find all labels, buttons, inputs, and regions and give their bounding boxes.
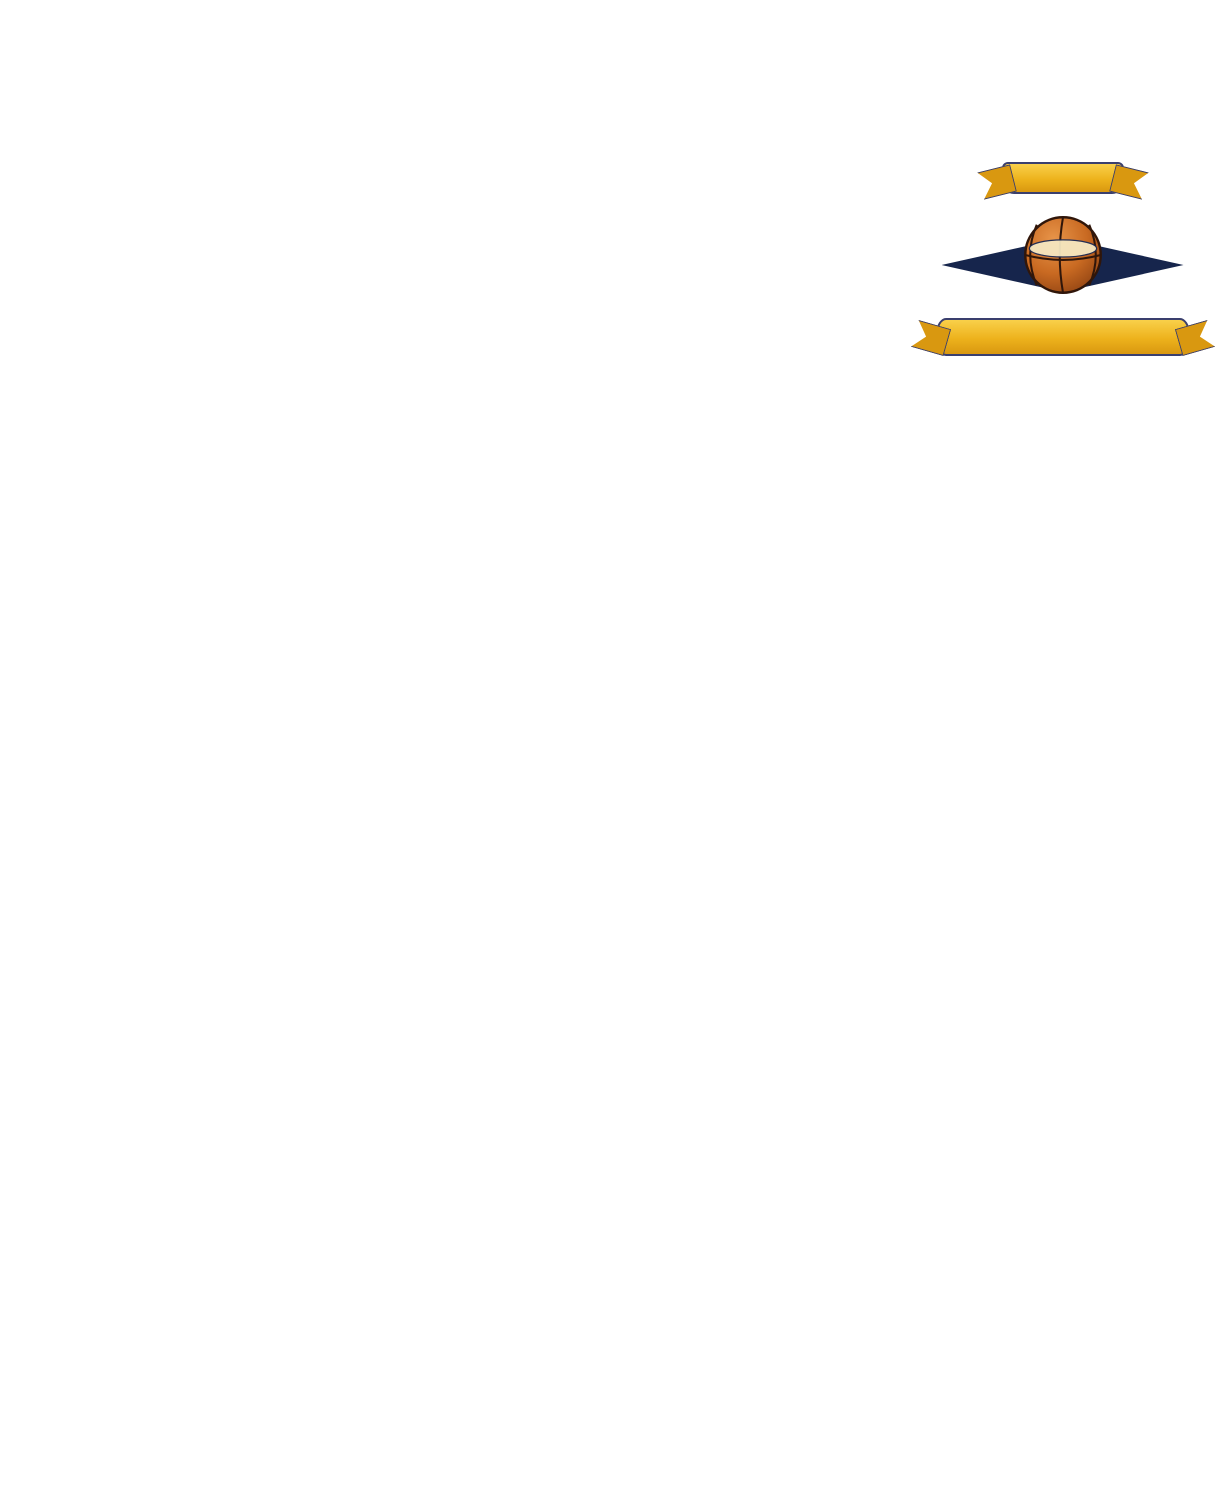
ncaa-band: [1029, 240, 1096, 257]
final-four-logo: [935, 158, 1190, 378]
logo-year-banner: [1002, 162, 1124, 194]
basketball-icon: [1022, 214, 1104, 296]
logo-city-banner: [936, 318, 1190, 356]
